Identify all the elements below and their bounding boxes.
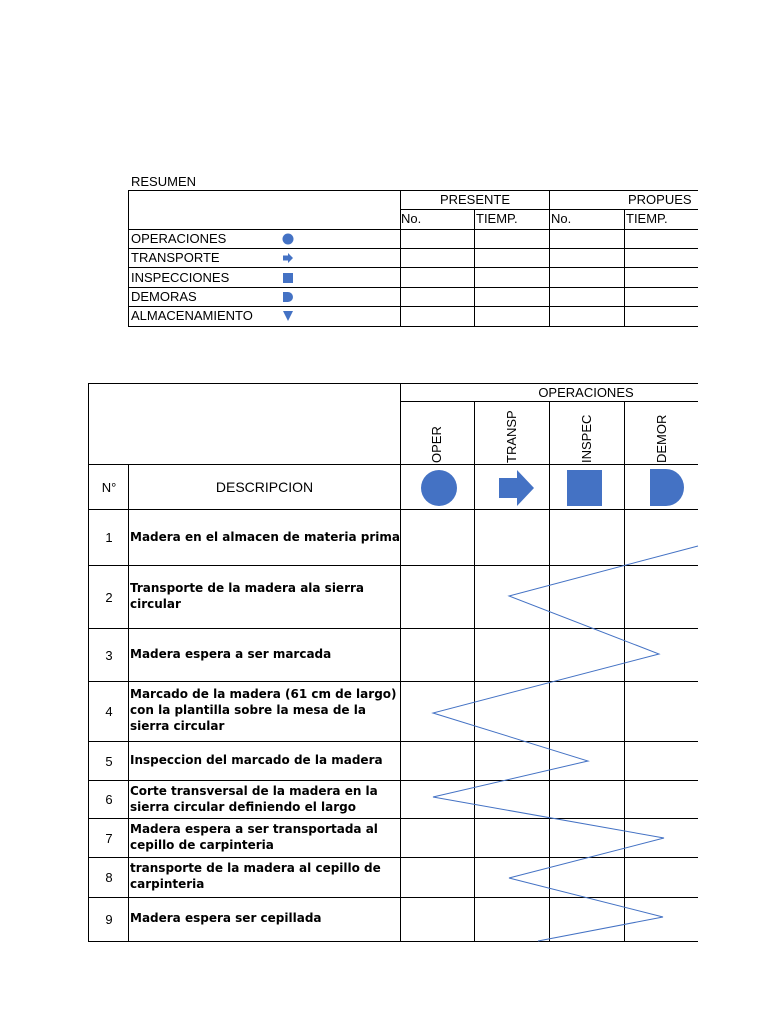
step-number: 2 xyxy=(105,589,113,605)
operations-header: OPERACIONES xyxy=(538,385,634,400)
step-number: 6 xyxy=(105,792,113,807)
description-header: DESCRIPCION xyxy=(215,479,314,495)
summary-row-label: ALMACENAMIENTO xyxy=(131,308,253,323)
step-description: Madera espera a ser transportada al cepillo de carpinteria xyxy=(130,822,378,852)
col-time-present: TIEMP. xyxy=(476,211,518,226)
col-time-proposed: TIEMP. xyxy=(626,211,668,226)
step-description: Transporte de la madera ala sierra circular xyxy=(130,581,365,611)
step-number: 5 xyxy=(105,753,113,769)
step-number: 9 xyxy=(105,912,113,927)
step-description: transporte de la madera al cepillo de carpinteria xyxy=(130,861,381,891)
header-proposed: PROPUES xyxy=(628,192,692,207)
num-header: N° xyxy=(101,479,117,495)
step-description: Corte transversal de la madera en la sierra circular definiendo el largo xyxy=(130,784,378,814)
column-header-oper: OPER xyxy=(429,426,444,463)
step-description: Madera espera ser cepillada xyxy=(130,911,322,925)
summary-row-label: TRANSPORTE xyxy=(131,250,220,265)
summary-title: RESUMEN xyxy=(131,174,197,189)
step-number: 3 xyxy=(105,647,113,663)
step-description: Madera en el almacen de materia prima xyxy=(130,529,400,544)
step-description: Marcado de la madera (61 cm de largo) con la plantilla sobre la mesa de la sierra circular xyxy=(130,687,397,733)
summary-row-label: DEMORAS xyxy=(131,289,197,304)
step-number: 7 xyxy=(105,830,113,846)
step-description: Madera espera a ser marcada xyxy=(130,647,332,661)
step-number: 4 xyxy=(105,704,113,719)
step-description: Inspeccion del marcado de la madera xyxy=(130,753,383,767)
header-present: PRESENTE xyxy=(439,192,511,207)
col-no-present: No. xyxy=(401,211,422,226)
summary-row-label: OPERACIONES xyxy=(131,231,227,246)
summary-row-label: INSPECCIONES xyxy=(131,270,230,285)
col-no-proposed: No. xyxy=(551,211,572,226)
column-header-demor: DEMOR xyxy=(654,414,669,463)
step-number: 1 xyxy=(105,530,113,545)
column-header-inspec: INSPEC xyxy=(579,414,594,463)
column-header-transp: TRANSP xyxy=(504,410,519,463)
step-number: 8 xyxy=(105,870,113,885)
